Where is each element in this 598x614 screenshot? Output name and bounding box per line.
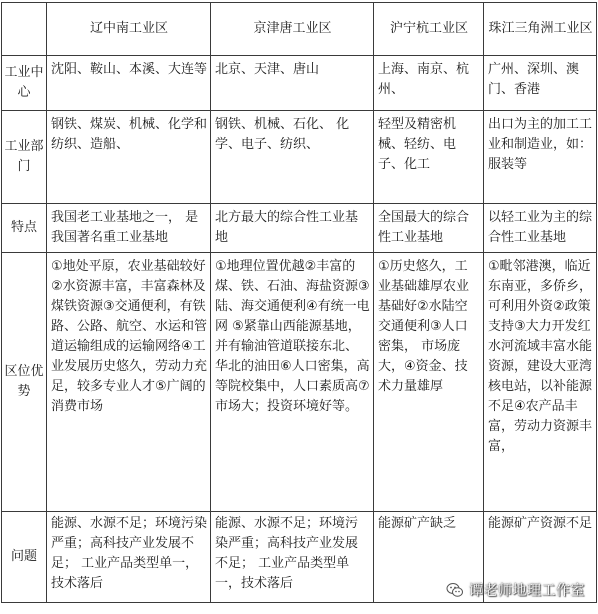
row-label-sectors: 工业部门 bbox=[2, 111, 47, 204]
table-cell: 能源矿产缺乏 bbox=[374, 512, 484, 603]
row-label-features: 特点 bbox=[2, 204, 47, 253]
table-cell: 我国老工业基地之一， 是我国著名重工业基地 bbox=[47, 204, 211, 253]
table-cell: 能源、水源不足；环境污染严重；高科技产业发展不足； 工业产品类型单一，技术落后 bbox=[47, 512, 211, 603]
table-cell: 北京、天津、唐山 bbox=[211, 56, 374, 111]
header-row bbox=[2, 3, 597, 56]
table-cell: 北方最大的综合性工业基地 bbox=[211, 204, 374, 253]
table-row bbox=[2, 56, 597, 111]
table-cell: 广州、深圳、澳门、香港 bbox=[484, 56, 597, 111]
table-row bbox=[2, 253, 597, 512]
header-huninghang: 沪宁杭工业区 bbox=[374, 3, 484, 56]
header-jingjintang: 京津唐工业区 bbox=[211, 3, 374, 56]
header-liaozhongnan: 辽中南工业区 bbox=[47, 3, 211, 56]
industrial-regions-table bbox=[1, 2, 597, 603]
header-zhujiang-delta: 珠江三角洲工业区 bbox=[484, 3, 597, 56]
wechat-icon bbox=[446, 581, 464, 599]
table-cell: 以轻工业为主的综合性工业基地 bbox=[484, 204, 597, 253]
table-cell: ①地处平原，农业基础较好②水资源丰富，丰富森林及煤铁资源③交通便利，有铁路、公路、航空、水运和管道运输组成的运输网络④工业发展历史悠久，劳动力充足，较多专业人才⑤广阔的消费市场 bbox=[47, 253, 211, 512]
row-label-centers: 工业中心 bbox=[2, 56, 47, 111]
corner-cell bbox=[2, 3, 47, 56]
row-label-problems: 问题 bbox=[2, 512, 47, 603]
table-cell: 上海、南京、杭州、 bbox=[374, 56, 484, 111]
table-cell: 轻型及精密机械、轻纺、电子、化工 bbox=[374, 111, 484, 204]
table-cell: ①历史悠久，工业基础雄厚农业基础好②水陆空交通便利③人口密集， 市场庞大，④资金、技术力量雄厚 bbox=[374, 253, 484, 512]
table-cell: 钢铁、机械、石化、 化学、电子、纺织、 bbox=[211, 111, 374, 204]
row-label-advantages: 区位优势 bbox=[2, 253, 47, 512]
table-cell: 能源矿产资源不足 bbox=[484, 512, 597, 603]
table-cell: 沈阳、鞍山、本溪、大连等 bbox=[47, 56, 211, 111]
table-cell: ①毗邻港澳，临近东南亚，多侨乡，可利用外资②政策支持③大力开发红水河流域丰富水能资源，建设大亚湾核电站，以补能源不足④农产品丰富，劳动力资源丰富， bbox=[484, 253, 597, 512]
table-cell: 钢铁、煤炭、机械、化学和纺织、造船、 bbox=[47, 111, 211, 204]
table-row bbox=[2, 204, 597, 253]
watermark bbox=[446, 578, 585, 602]
table-row bbox=[2, 111, 597, 204]
table-cell: 能源、水源不足；环境污染严重；高科技产业发展不足； 工业产品类型单一，技术落后 bbox=[211, 512, 374, 603]
table-cell: 出口为主的加工工业和制造业，如：服装等 bbox=[484, 111, 597, 204]
table-cell: 全国最大的综合性工业基地 bbox=[374, 204, 484, 253]
watermark-text: 谭老师地理工作室 bbox=[469, 583, 585, 599]
table-cell: ①地理位置优越②丰富的煤、铁、石油、海盐资源③陆、海交通便利④有统一电网 ⑤紧靠山西能源基地，并有输油管道联接东北、华北的油田⑥人口密集，高等院校集中，人口素质高⑦市场大；投资环境好等。 bbox=[211, 253, 374, 512]
